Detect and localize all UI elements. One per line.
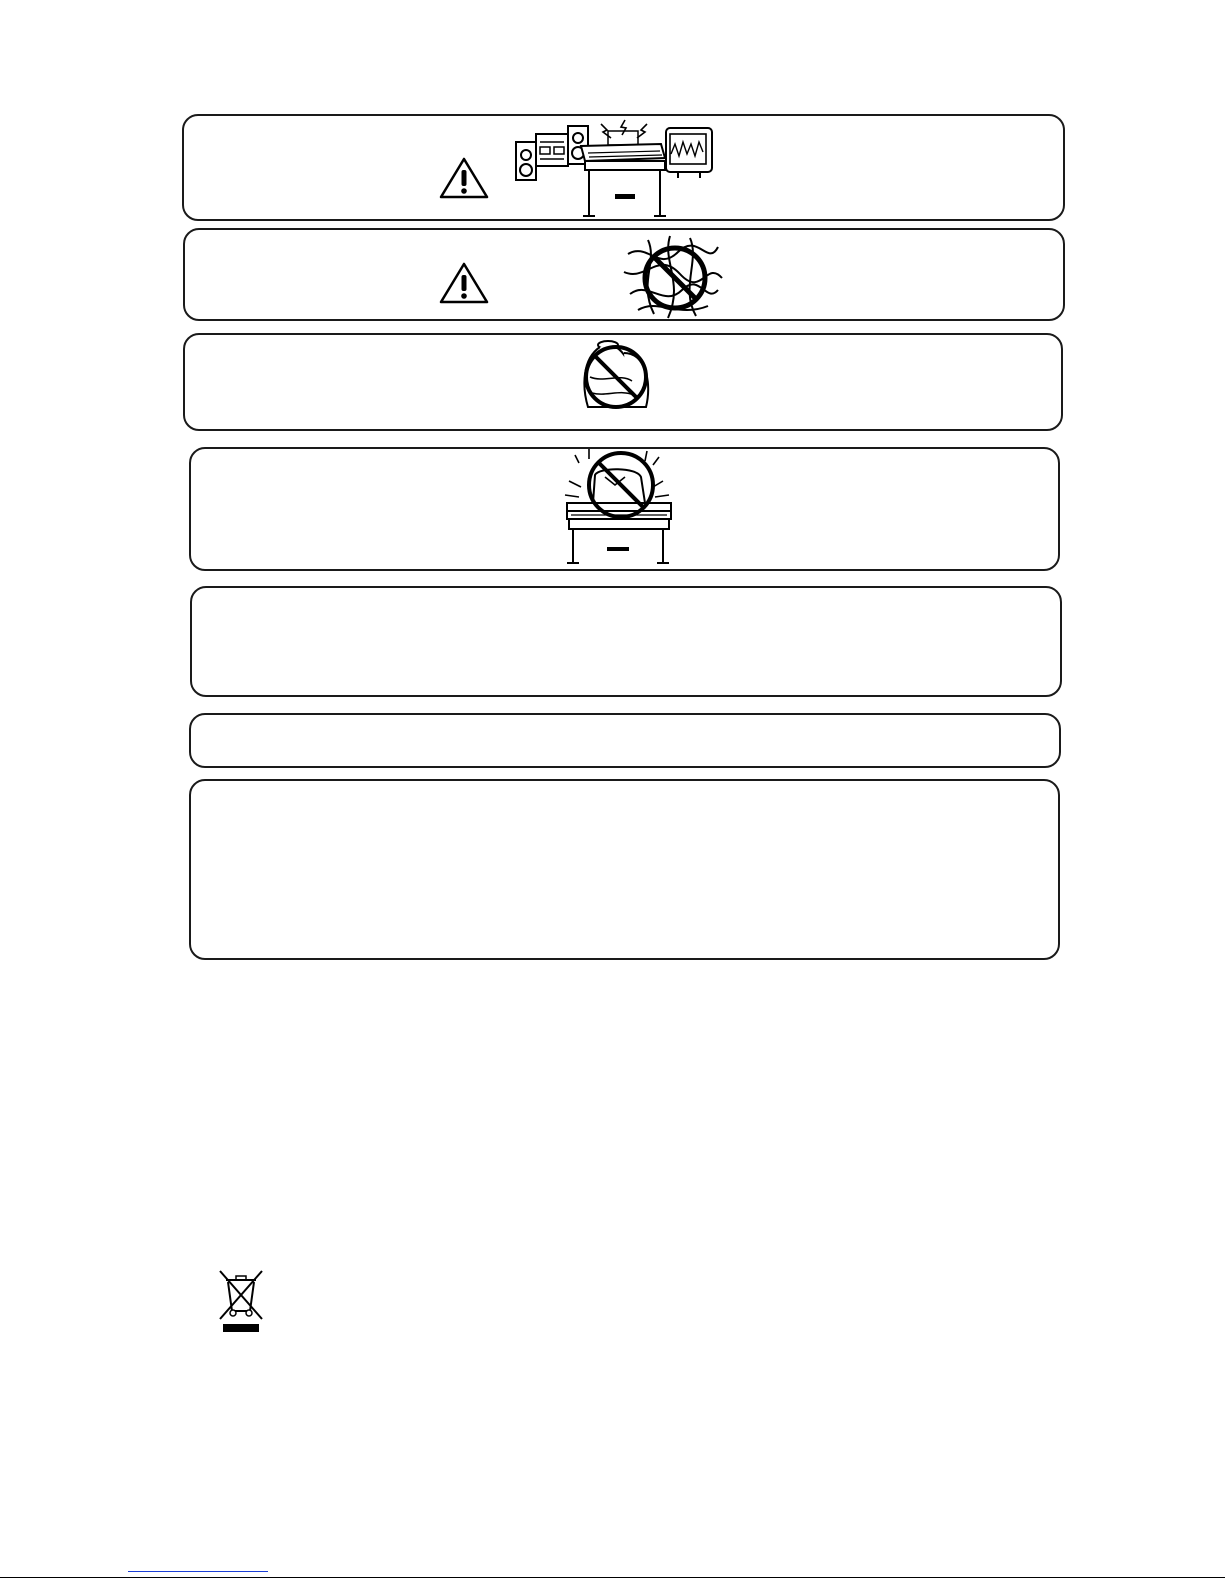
no-heavy-object-on-piano-icon (559, 447, 679, 572)
stereo-piano-tv-illustration (513, 118, 723, 220)
safety-box-blank-5 (190, 586, 1062, 697)
safety-box-blank-7 (189, 779, 1060, 960)
no-tangled-cords-icon (618, 232, 728, 322)
warning-triangle-icon (438, 156, 490, 200)
footer-rule (0, 1577, 1225, 1578)
footer-link-underline[interactable] (128, 1571, 268, 1572)
no-vase-icon (580, 337, 660, 417)
safety-box-blank-6 (189, 713, 1061, 768)
warning-triangle-icon (438, 261, 490, 305)
crossed-out-wheelie-bin-icon (216, 1267, 266, 1333)
